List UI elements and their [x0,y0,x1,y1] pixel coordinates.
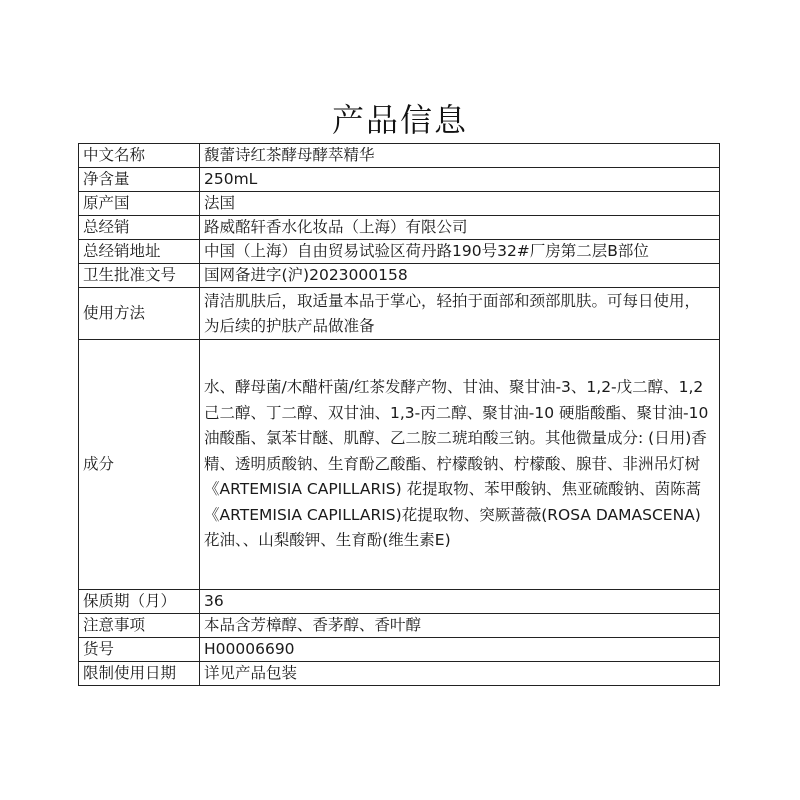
row-value: 详见产品包装 [200,662,720,686]
row-label: 卫生批准文号 [79,264,200,288]
row-label: 注意事项 [79,614,200,638]
row-value: 路威酩轩香水化妆品（上海）有限公司 [200,216,720,240]
row-label: 保质期（月） [79,590,200,614]
row-label: 货号 [79,638,200,662]
row-value: 馥蕾诗红茶酵母酵萃精华 [200,144,720,168]
row-label: 使用方法 [79,288,200,340]
table-row-net-content [79,168,720,192]
row-value: 本品含芳樟醇、香茅醇、香叶醇 [200,614,720,638]
table-row-item-number [79,638,720,662]
table-row-shelf-life [79,590,720,614]
row-value: H00006690 [200,638,720,662]
table-row-distributor [79,216,720,240]
page-title: 产品信息 [331,101,468,139]
table-row-approval-number [79,264,720,288]
row-label: 成分 [79,340,200,590]
table-row-origin-country [79,192,720,216]
row-label: 中文名称 [79,144,200,168]
row-label: 净含量 [79,168,200,192]
table-row-chinese-name [79,144,720,168]
table-row-distributor-address [79,240,720,264]
table-row-ingredients [79,340,720,590]
row-value: 国网备进字(沪)2023000158 [200,264,720,288]
table-row-precautions [79,614,720,638]
row-value: 中国（上海）自由贸易试验区荷丹路190号32#厂房第二层B部位 [200,240,720,264]
row-value: 250mL [200,168,720,192]
row-label: 限制使用日期 [79,662,200,686]
table-row-expiry-date [79,662,720,686]
row-value: 法国 [200,192,720,216]
row-label: 原产国 [79,192,200,216]
row-value: 36 [200,590,720,614]
row-value: 水、酵母菌/木醋杆菌/红茶发酵产物、甘油、聚甘油-3、1,2-戊二醇、1,2己二醇、丁二醇、双甘油、1,3-丙二醇、聚甘油-10 硬脂酸酯、聚甘油-10 油酸酯、氯苯甘醚、肌醇、乙二胺二琥珀酸三钠。其他微量成分: (日用)香精、透明质酸钠、生育酚乙酸酯、柠檬酸钠、柠檬酸、腺苷、非洲吊灯树《ARTEMISIA CAPILLARIS) 花提取物、苯甲酸钠、焦亚硫酸钠、茵陈蒿《ARTEMISIA CAPILLARIS)花提取物、突厥蔷薇(ROSA DAMASCENA) 花油、、山梨酸钾、生育酚(维生素E) [200,340,720,590]
row-label: 总经销地址 [79,240,200,264]
row-value: 清洁肌肤后，取适量本品于掌心，轻拍于面部和颈部肌肤。可每日使用，为后续的护肤产品做准备 [200,288,720,340]
table-row-usage [79,288,720,340]
row-label: 总经销 [79,216,200,240]
product-info-table [78,143,720,686]
